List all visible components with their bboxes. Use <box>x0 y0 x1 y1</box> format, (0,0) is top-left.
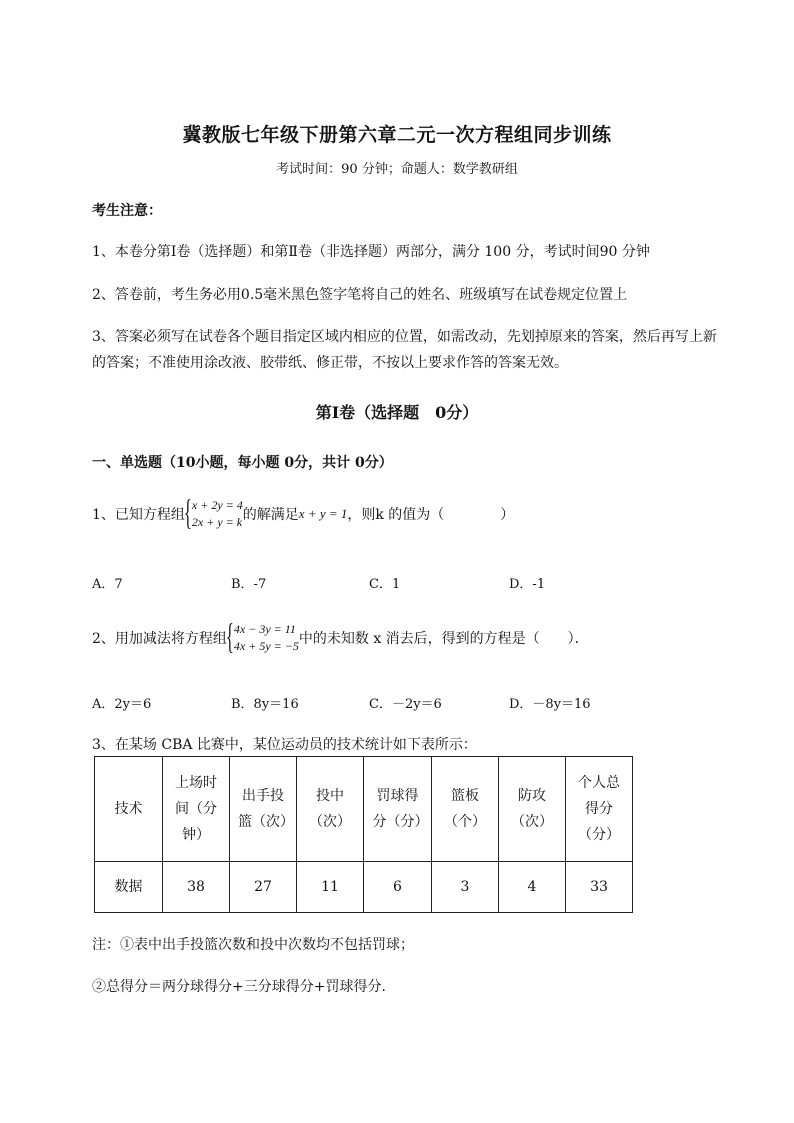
q3-note-2: ②总得分＝两分球得分+三分球得分+罚球得分． <box>92 979 396 995</box>
notice-heading: 考生注意： <box>92 203 162 219</box>
q1-condition: x + y = 1 <box>298 506 348 521</box>
table-cell: 38 <box>163 862 230 913</box>
q1-eq2: 2x + y = k <box>191 515 243 529</box>
q2-option-c[interactable]: C．－2y＝6 <box>369 697 442 712</box>
document-subtitle: 考试时间：90 分钟；命题人：数学教研组 <box>276 162 518 177</box>
notice-item-1: 1、本卷分第Ⅰ卷（选择题）和第Ⅱ卷（非选择题）两部分，满分 100 分，考试时间90 分钟 <box>92 244 650 260</box>
q2-option-b[interactable]: B．8y＝16 <box>231 697 299 712</box>
section-title: 第Ⅰ卷（选择题 0分） <box>315 403 479 422</box>
table-data-row <box>95 862 633 913</box>
table-cell: 4 <box>499 862 566 913</box>
table-cell: 27 <box>230 862 297 913</box>
question-2 <box>92 616 589 656</box>
table-row-label: 数据 <box>95 862 163 913</box>
table-header-cell: 出手投篮（次） <box>230 757 297 862</box>
question-1 <box>92 492 515 532</box>
table-cell: 3 <box>432 862 499 913</box>
q2-prefix: 2、用加减法将方程组 <box>92 631 227 647</box>
table-header-cell: 罚球得分（分） <box>364 757 432 862</box>
table-header-cell: 防攻（次） <box>499 757 566 862</box>
table-cell: 6 <box>364 862 432 913</box>
q1-mid: 的解满足 <box>242 507 299 523</box>
q2-option-a[interactable]: A．2y＝6 <box>92 697 152 712</box>
stats-table <box>94 756 633 913</box>
table-header-cell: 上场时间（分钟） <box>163 757 230 862</box>
q2-suffix: 中的未知数 x 消去后，得到的方程是（ ）． <box>298 631 589 647</box>
table-cell: 11 <box>297 862 364 913</box>
part-title: 一、单选题（10小题，每小题 0分，共计 0分） <box>92 455 393 471</box>
table-header-row <box>95 757 633 862</box>
q3-note-1: 注：①表中出手投篮次数和投中次数均不包括罚球； <box>92 937 414 953</box>
q1-eq1: x + 2y = 4 <box>191 498 243 512</box>
notice-item-3: 3、答案必须写在试卷各个题目指定区域内相应的位置，如需改动，先划掉原来的答案，然后再写上新 <box>92 329 717 345</box>
table-header-cell: 篮板（个） <box>432 757 499 862</box>
q1-option-a[interactable]: A．7 <box>92 577 123 592</box>
table-header-cell: 技术 <box>95 757 163 862</box>
q1-option-c[interactable]: C．1 <box>369 577 401 592</box>
q2-equation-system: { 4x − 3y = 11 4x + 5y = −5 <box>225 616 299 656</box>
q2-eq2: 4x + 5y = −5 <box>233 639 299 653</box>
notice-item-3-cont: 的答案；不准使用涂改液、胶带纸、修正带，不按以上要求作答的答案无效。 <box>92 355 568 371</box>
table-header-cell: 投中（次） <box>297 757 364 862</box>
q1-equation-system: { x + 2y = 4 2x + y = k <box>183 492 243 532</box>
q1-prefix: 1、已知方程组 <box>92 507 185 523</box>
question-3: 3、在某场 CBA 比赛中，某位运动员的技术统计如下表所示： <box>92 737 477 753</box>
q1-option-b[interactable]: B．-7 <box>231 577 267 592</box>
notice-item-2: 2、答卷前，考生务必用0.5毫米黑色签字笔将自己的姓名、班级填写在试卷规定位置上 <box>92 287 628 303</box>
q1-suffix: ，则k 的值为（ ） <box>347 507 515 523</box>
document-title: 冀教版七年级下册第六章二元一次方程组同步训练 <box>182 124 612 146</box>
q2-option-d[interactable]: D．－8y＝16 <box>509 697 591 712</box>
table-cell: 33 <box>566 862 633 913</box>
q1-option-d[interactable]: D．-1 <box>509 577 546 592</box>
q2-eq1: 4x − 3y = 11 <box>233 622 296 636</box>
table-header-cell: 个人总得分（分） <box>566 757 633 862</box>
